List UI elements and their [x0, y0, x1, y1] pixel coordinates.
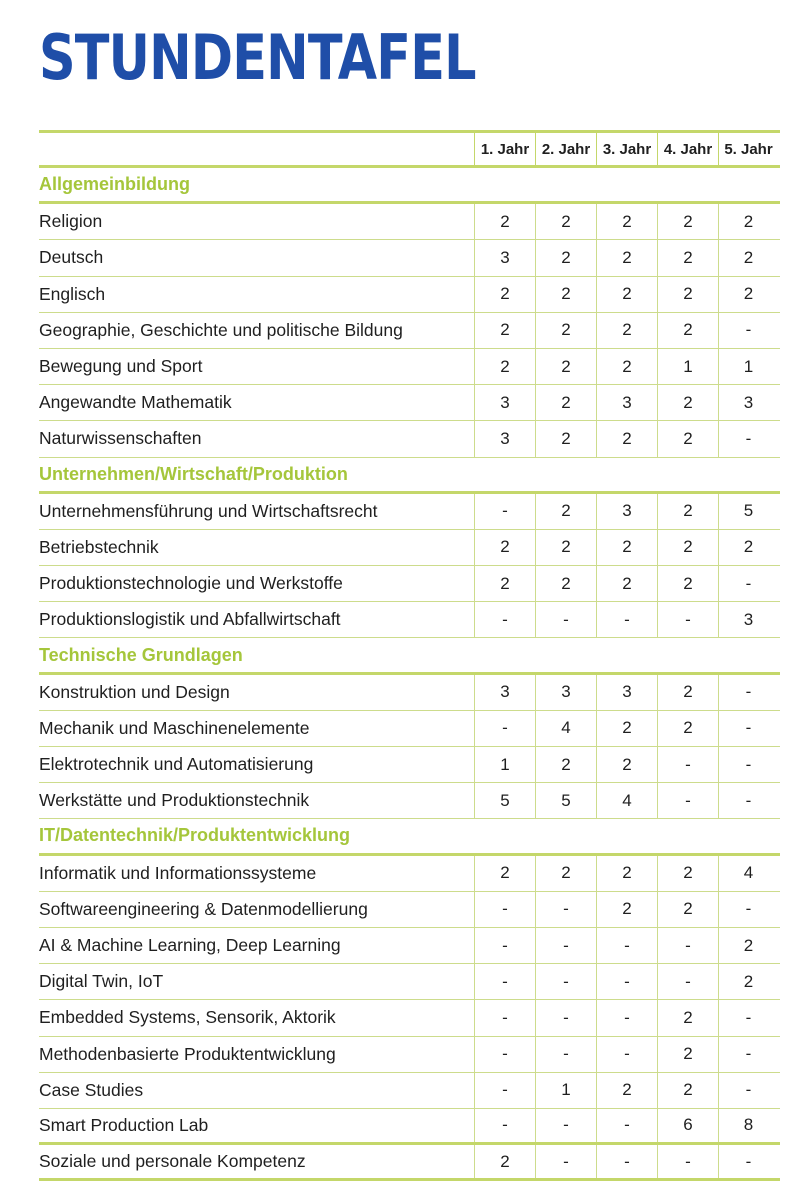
hours-cell-year-4: - [657, 928, 718, 963]
subject-label: Unternehmensführung und Wirtschaftsrecht [39, 500, 378, 521]
table-row [39, 1073, 780, 1109]
table-row [39, 566, 780, 602]
hours-cell-year-1: 2 [474, 856, 535, 891]
hours-cell-year-2: 2 [535, 385, 596, 420]
hours-cell-year-5: 8 [718, 1109, 778, 1142]
hours-cell-year-4: - [657, 1145, 718, 1178]
section-spacer-cell [474, 458, 535, 491]
hours-cell-year-2: - [535, 892, 596, 927]
hours-cell-year-1: 2 [474, 566, 535, 601]
hours-cell-year-5: - [718, 711, 778, 746]
hours-cell-year-4: 2 [657, 240, 718, 275]
table-row [39, 892, 780, 928]
hours-cell-year-4: 2 [657, 421, 718, 456]
hours-cell-year-3: 2 [596, 566, 657, 601]
hours-cell-year-4: 1 [657, 349, 718, 384]
column-header-year-1: 1. Jahr [474, 133, 535, 165]
hours-cell-year-1: - [474, 1000, 535, 1035]
hours-cell-year-3: - [596, 964, 657, 999]
hours-cell-year-4: 2 [657, 1000, 718, 1035]
hours-cell-year-1: 2 [474, 313, 535, 348]
hours-cell-year-1: 3 [474, 421, 535, 456]
hours-cell-year-3: 2 [596, 856, 657, 891]
hours-cell-year-1: 2 [474, 204, 535, 239]
subject-label: Englisch [39, 283, 106, 304]
hours-cell-year-4: 2 [657, 892, 718, 927]
hours-cell-year-4: 2 [657, 494, 718, 529]
hours-cell-year-2: - [535, 1145, 596, 1178]
section-spacer-cell [718, 638, 778, 671]
hours-cell-year-5: 3 [718, 602, 778, 637]
subject-label: Produktionstechnologie und Werkstoffe [39, 573, 343, 594]
hours-cell-year-4: - [657, 783, 718, 818]
table-row [39, 675, 780, 711]
hours-cell-year-2: 1 [535, 1073, 596, 1108]
hours-cell-year-1: - [474, 1073, 535, 1108]
hours-cell-year-3: - [596, 1000, 657, 1035]
hours-cell-year-3: - [596, 1109, 657, 1142]
hours-cell-year-3: 2 [596, 349, 657, 384]
hours-cell-year-1: 3 [474, 240, 535, 275]
column-header-year-2: 2. Jahr [535, 133, 596, 165]
hours-cell-year-4: 2 [657, 566, 718, 601]
hours-cell-year-3: 3 [596, 675, 657, 710]
hours-cell-year-2: 2 [535, 530, 596, 565]
subject-label: Embedded Systems, Sensorik, Aktorik [39, 1007, 336, 1028]
hours-cell-year-2: - [535, 602, 596, 637]
hours-cell-year-3: 2 [596, 240, 657, 275]
hours-cell-year-2: 5 [535, 783, 596, 818]
table-header-row [39, 130, 780, 168]
section-spacer-cell [474, 819, 535, 852]
section-spacer-cell [535, 638, 596, 671]
hours-cell-year-4: 2 [657, 204, 718, 239]
hours-cell-year-3: 2 [596, 530, 657, 565]
hours-cell-year-1: 2 [474, 277, 535, 312]
table-row [39, 711, 780, 747]
table-row [39, 530, 780, 566]
section-spacer-cell [596, 819, 657, 852]
hours-cell-year-4: 6 [657, 1109, 718, 1142]
section-row [39, 168, 780, 204]
section-row [39, 819, 780, 855]
subject-label: Bewegung und Sport [39, 356, 203, 377]
hours-cell-year-1: - [474, 1109, 535, 1142]
hours-cell-year-2: 2 [535, 494, 596, 529]
table-row [39, 1109, 780, 1145]
hours-cell-year-5: - [718, 675, 778, 710]
table-row [39, 1145, 780, 1181]
hours-cell-year-2: 3 [535, 675, 596, 710]
hours-cell-year-1: - [474, 928, 535, 963]
section-heading: Technische Grundlagen [39, 644, 243, 665]
hours-cell-year-5: 2 [718, 928, 778, 963]
hours-cell-year-1: 3 [474, 385, 535, 420]
hours-cell-year-4: 2 [657, 711, 718, 746]
hours-cell-year-1: - [474, 711, 535, 746]
section-spacer-cell [657, 638, 718, 671]
section-heading: Unternehmen/Wirtschaft/Produktion [39, 463, 348, 484]
hours-cell-year-2: - [535, 964, 596, 999]
hours-cell-year-3: 3 [596, 494, 657, 529]
hours-cell-year-1: - [474, 494, 535, 529]
subject-label: Methodenbasierte Produktentwicklung [39, 1043, 336, 1064]
hours-cell-year-3: - [596, 1145, 657, 1178]
hours-cell-year-1: 2 [474, 1145, 535, 1178]
hours-cell-year-3: 2 [596, 421, 657, 456]
table-row [39, 856, 780, 892]
hours-cell-year-2: 4 [535, 711, 596, 746]
column-header-year-3: 3. Jahr [596, 133, 657, 165]
hours-cell-year-4: 2 [657, 1037, 718, 1072]
hours-cell-year-2: 2 [535, 277, 596, 312]
table-row [39, 602, 780, 638]
section-spacer-cell [535, 168, 596, 201]
subject-label: Informatik und Informationssysteme [39, 862, 317, 883]
table-row [39, 277, 780, 313]
hours-cell-year-2: - [535, 1000, 596, 1035]
hours-cell-year-2: 2 [535, 856, 596, 891]
column-header-year-5: 5. Jahr [718, 133, 778, 165]
hours-cell-year-1: 3 [474, 675, 535, 710]
page-title: STUNDENTAFEL [39, 21, 476, 94]
hours-cell-year-4: - [657, 602, 718, 637]
table-row [39, 385, 780, 421]
section-row [39, 638, 780, 674]
hours-cell-year-2: 2 [535, 313, 596, 348]
section-spacer-cell [474, 638, 535, 671]
subject-label: Betriebstechnik [39, 536, 159, 557]
section-spacer-cell [535, 819, 596, 852]
section-spacer-cell [657, 819, 718, 852]
section-spacer-cell [657, 168, 718, 201]
table-row [39, 747, 780, 783]
subject-label: Elektrotechnik und Automatisierung [39, 754, 314, 775]
hours-cell-year-2: - [535, 1037, 596, 1072]
hours-cell-year-4: 2 [657, 856, 718, 891]
table-row [39, 494, 780, 530]
hours-cell-year-1: 2 [474, 349, 535, 384]
hours-cell-year-5: - [718, 566, 778, 601]
section-heading: IT/Datentechnik/Produktentwicklung [39, 825, 351, 846]
subject-label: Konstruktion und Design [39, 681, 230, 702]
hours-cell-year-3: - [596, 602, 657, 637]
section-spacer-cell [596, 458, 657, 491]
table-row [39, 421, 780, 457]
subject-label: Mechanik und Maschinenelemente [39, 717, 310, 738]
hours-cell-year-4: 2 [657, 313, 718, 348]
hours-cell-year-3: - [596, 928, 657, 963]
section-spacer-cell [596, 168, 657, 201]
table-row [39, 313, 780, 349]
table-row [39, 783, 780, 819]
hours-cell-year-5: - [718, 1000, 778, 1035]
table-row [39, 1037, 780, 1073]
timetable [39, 130, 780, 1181]
table-row [39, 1000, 780, 1036]
hours-cell-year-3: 3 [596, 385, 657, 420]
hours-cell-year-5: 5 [718, 494, 778, 529]
subject-label: Softwareengineering & Datenmodellierung [39, 898, 368, 919]
hours-cell-year-3: 2 [596, 711, 657, 746]
hours-cell-year-5: 1 [718, 349, 778, 384]
hours-cell-year-3: 2 [596, 313, 657, 348]
hours-cell-year-5: - [718, 1037, 778, 1072]
hours-cell-year-3: 2 [596, 277, 657, 312]
hours-cell-year-5: - [718, 421, 778, 456]
subject-label: Naturwissenschaften [39, 428, 202, 449]
hours-cell-year-2: 2 [535, 421, 596, 456]
hours-cell-year-1: - [474, 602, 535, 637]
hours-cell-year-1: - [474, 1037, 535, 1072]
hours-cell-year-5: - [718, 313, 778, 348]
hours-cell-year-5: 2 [718, 204, 778, 239]
hours-cell-year-5: - [718, 1073, 778, 1108]
subject-label: Geographie, Geschichte und politische Bildung [39, 319, 403, 340]
hours-cell-year-3: 4 [596, 783, 657, 818]
hours-cell-year-5: - [718, 892, 778, 927]
hours-cell-year-4: 2 [657, 530, 718, 565]
section-spacer-cell [535, 458, 596, 491]
table-row [39, 928, 780, 964]
hours-cell-year-4: - [657, 964, 718, 999]
table-row [39, 349, 780, 385]
hours-cell-year-4: - [657, 747, 718, 782]
hours-cell-year-5: 4 [718, 856, 778, 891]
hours-cell-year-3: 2 [596, 1073, 657, 1108]
hours-cell-year-5: 3 [718, 385, 778, 420]
hours-cell-year-5: - [718, 783, 778, 818]
subject-label: Produktionslogistik und Abfallwirtschaft [39, 609, 341, 630]
section-spacer-cell [718, 458, 778, 491]
subject-label: Angewandte Mathematik [39, 392, 232, 413]
hours-cell-year-4: 2 [657, 1073, 718, 1108]
section-heading: Allgemeinbildung [39, 174, 190, 195]
subject-label: Religion [39, 211, 103, 232]
hours-cell-year-2: 2 [535, 240, 596, 275]
hours-cell-year-1: - [474, 892, 535, 927]
hours-cell-year-5: - [718, 747, 778, 782]
section-spacer-cell [474, 168, 535, 201]
hours-cell-year-1: 1 [474, 747, 535, 782]
section-spacer-cell [657, 458, 718, 491]
hours-cell-year-1: - [474, 964, 535, 999]
hours-cell-year-4: 2 [657, 277, 718, 312]
table-row [39, 964, 780, 1000]
column-header-year-4: 4. Jahr [657, 133, 718, 165]
hours-cell-year-5: 2 [718, 964, 778, 999]
hours-cell-year-2: 2 [535, 349, 596, 384]
hours-cell-year-2: - [535, 928, 596, 963]
subject-label: Soziale und personale Kompetenz [39, 1151, 306, 1172]
hours-cell-year-2: 2 [535, 204, 596, 239]
hours-cell-year-5: 2 [718, 240, 778, 275]
hours-cell-year-2: - [535, 1109, 596, 1142]
header-empty-cell [39, 133, 474, 165]
section-row [39, 458, 780, 494]
subject-label: Werkstätte und Produktionstechnik [39, 790, 310, 811]
hours-cell-year-3: - [596, 1037, 657, 1072]
subject-label: Deutsch [39, 247, 104, 268]
subject-label: Digital Twin, IoT [39, 971, 164, 992]
hours-cell-year-1: 2 [474, 530, 535, 565]
hours-cell-year-2: 2 [535, 747, 596, 782]
hours-cell-year-3: 2 [596, 747, 657, 782]
hours-cell-year-2: 2 [535, 566, 596, 601]
hours-cell-year-5: 2 [718, 530, 778, 565]
hours-cell-year-3: 2 [596, 892, 657, 927]
hours-cell-year-5: 2 [718, 277, 778, 312]
section-spacer-cell [596, 638, 657, 671]
hours-cell-year-1: 5 [474, 783, 535, 818]
hours-cell-year-5: - [718, 1145, 778, 1178]
subject-label: Smart Production Lab [39, 1114, 209, 1135]
hours-cell-year-4: 2 [657, 385, 718, 420]
section-spacer-cell [718, 819, 778, 852]
hours-cell-year-3: 2 [596, 204, 657, 239]
table-row [39, 240, 780, 276]
subject-label: AI & Machine Learning, Deep Learning [39, 935, 341, 956]
hours-cell-year-4: 2 [657, 675, 718, 710]
table-row [39, 204, 780, 240]
subject-label: Case Studies [39, 1079, 144, 1100]
section-spacer-cell [718, 168, 778, 201]
